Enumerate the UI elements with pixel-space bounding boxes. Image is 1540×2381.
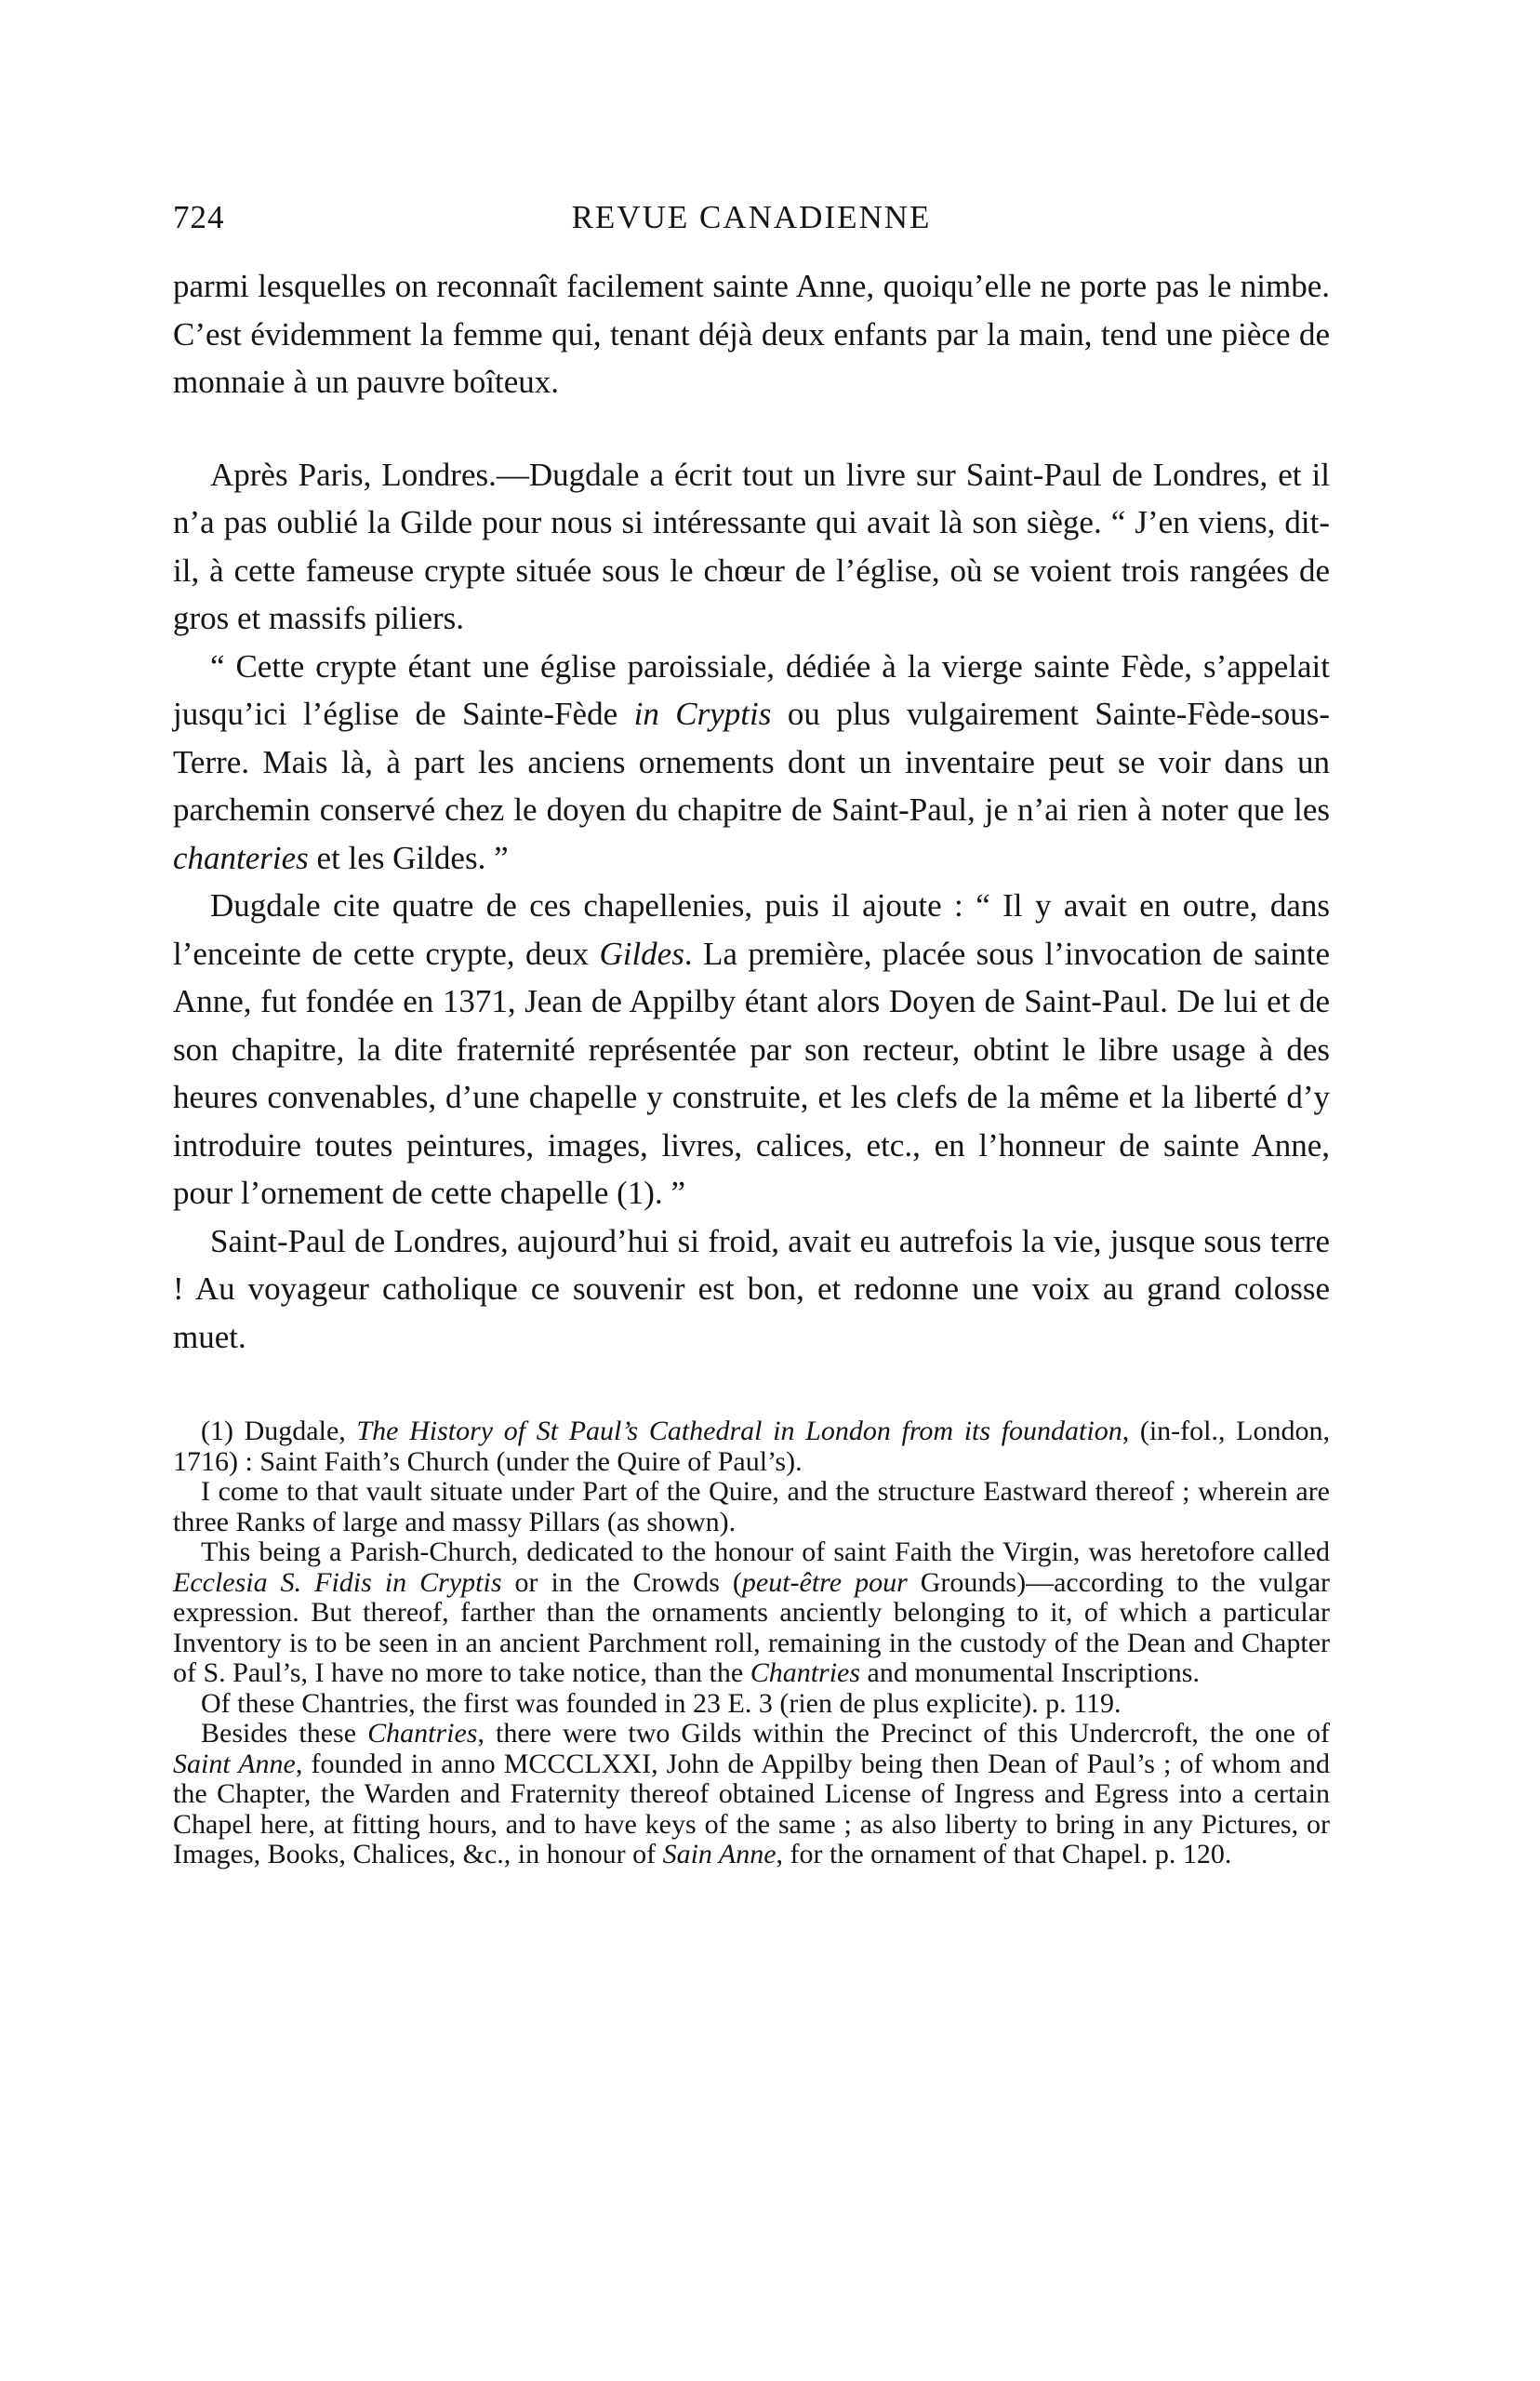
italic-text: Chantries <box>367 1718 478 1749</box>
paragraph <box>173 451 1330 643</box>
text-run: This being a Parish-Church, dedicated to the honour of saint Faith the Virgin, was heretofore called <box>201 1536 1330 1567</box>
text-run: Besides these <box>201 1718 368 1749</box>
running-header <box>173 199 1330 246</box>
text-run: , there were two Gilds within the Precinct of this Undercroft, the one of <box>477 1718 1330 1749</box>
text-run: “ Cette crypte étant une église paroissiale, dédiée à la vierge sainte Fède, s’appelait jusqu’ici l’église de Sainte-Fède <box>173 647 1330 732</box>
italic-text: in Cryptis <box>633 696 772 732</box>
footnote <box>173 1417 1330 1477</box>
paragraph <box>173 1217 1330 1362</box>
page-number: 724 <box>173 199 225 235</box>
footnote <box>173 1689 1330 1720</box>
text-run: , for the ornament of that Chapel. p. 120. <box>776 1839 1232 1869</box>
text-run: Grounds)—according to the vulgar expression. But thereof, farther than the ornaments anciently belonging to it, of which a particular Inventory is to be seen in an ancient Parchment roll, remaining in the custody of the Dean and Chapter of S. Paul’s, I have no more to take notice, than the <box>173 1566 1331 1688</box>
footnote <box>173 1537 1330 1689</box>
text-run: or in the Crowds ( <box>501 1566 742 1598</box>
italic-text: Saint Anne <box>173 1748 296 1779</box>
italic-text: chanteries <box>173 839 309 876</box>
running-title: REVUE CANADIENNE <box>571 199 932 235</box>
italic-text: Chantries <box>750 1657 861 1688</box>
italic-text: Sain Anne <box>662 1839 777 1869</box>
italic-text: peut-être pour <box>741 1566 908 1598</box>
text-run: (1) Dugdale, <box>201 1416 357 1446</box>
text-run: ou plus vulgairement Sainte-Fède-sous-Terre. Mais là, à part les anciens ornements dont un inventaire peut se voir dans un parchemin conservé chez le doyen du chapitre de Saint-Paul, je n’ai rien à noter que les <box>173 696 1330 828</box>
body-text <box>173 262 1330 1361</box>
text-run: , (in-fol., London, 1716) : Saint Faith’s Church (under the Quire of Paul’s). <box>173 1416 1330 1477</box>
italic-text: Ecclesia S. Fidis in Cryptis <box>173 1566 502 1598</box>
italic-text: The History of St Paul’s Cathedral in London from its foundation <box>356 1416 1122 1446</box>
text-run: Saint-Paul de Londres, aujourd’hui si froid, avait eu autrefois la vie, jusque sous terre ! Au voyageur catholique ce souvenir est bon, et redonne une voix au grand colosse muet. <box>173 1222 1330 1355</box>
paragraph <box>173 262 1330 406</box>
text-run: , founded in anno MCCCLXXI, John de Appilby being then Dean of Paul’s ; of whom and the Chapter, the Warden and Fraternity thereof obtained License of Ingress and Egress into a certain Chapel here, at fitting hours, and to have keys of the same ; as also liberty to bring in any Pictures, or Images, Books, Chalices, &c., in honour of <box>173 1748 1330 1869</box>
text-run: Of these Chantries, the first was founded in 23 E. 3 (rien de plus explicite). p. 119. <box>201 1687 1122 1719</box>
text-run: I come to that vault situate under Part of the Quire, and the structure Eastward thereof ; wherein are three Ranks of large and massy Pillars (as shown). <box>173 1476 1330 1537</box>
paragraph <box>173 643 1330 883</box>
text-run: et les Gildes. ” <box>308 839 509 876</box>
paragraph <box>173 882 1330 1217</box>
text-run: Après Paris, Londres.—Dugdale a écrit tout un livre sur Saint-Paul de Londres, et il n’a pas oublié la Gilde pour nous si intéressante qui avait là son siège. “ J’en viens, dit-il, à cette fameuse crypte située sous le chœur de l’église, où se voient trois rangées de gros et massifs piliers. <box>173 456 1330 636</box>
italic-text: Gildes <box>599 935 684 972</box>
text-run: . La première, placée sous l’invocation de sainte Anne, fut fondée en 1371, Jean de Appilby étant alors Doyen de Saint-Paul. De lui et de son chapitre, la dite fraternité représentée par son recteur, obtint le libre usage à des heures convenables, d’une chapelle y construite, et les clefs de la même et la liberté d’y introduire toutes peintures, images, livres, calices, etc., en l’honneur de sainte Anne, pour l’ornement de cette chapelle (1). ” <box>173 935 1330 1211</box>
text-run: parmi lesquelles on reconnaît facilement sainte Anne, quoiqu’elle ne porte pas le nimbe. C’est évidemment la femme qui, tenant déjà deux enfants par la main, tend une pièce de monnaie à un pauvre boîteux. <box>173 268 1330 400</box>
footnote <box>173 1719 1330 1870</box>
text-run: Dugdale cite quatre de ces chapellenies, puis il ajoute : “ Il y avait en outre, dans l’enceinte de cette crypte, deux <box>173 887 1330 972</box>
footnotes <box>173 1417 1330 1870</box>
footnote <box>173 1477 1330 1537</box>
text-run: and monumental Inscriptions. <box>860 1657 1200 1688</box>
page <box>173 199 1330 1870</box>
